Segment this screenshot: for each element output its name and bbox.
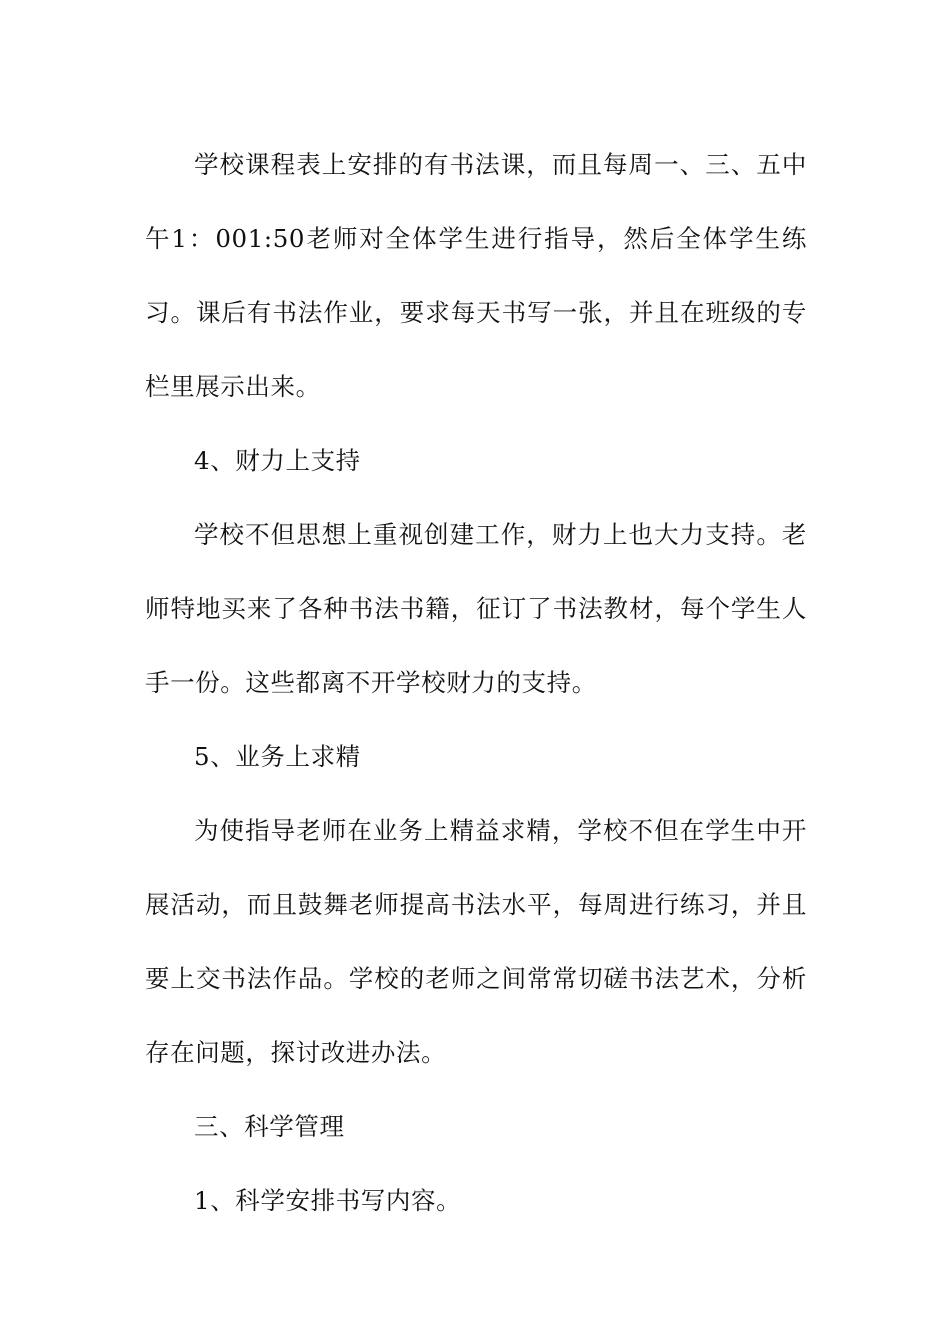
paragraph-professional-excellence: 为使指导老师在业务上精益求精，学校不但在学生中开展活动，而且鼓舞老师提高书法水平，每周进行练习，并且要上交书法作品。学校的老师之间常常切磋书法艺术，分析存在问题，探讨改进办法。 bbox=[145, 816, 807, 1067]
heading-financial-support: 4、财力上支持 bbox=[194, 446, 361, 475]
paragraph-calligraphy-schedule: 学校课程表上安排的有书法课，而且每周一、三、五中午1：001:50老师对全体学生进行指导，然后全体学生练习。课后有书法作业，要求每天书写一张，并且在班级的专栏里展示出来。 bbox=[145, 150, 807, 401]
paragraph-financial-support: 学校不但思想上重视创建工作，财力上也大力支持。老师特地买来了各种书法书籍，征订了书法教材，每个学生人手一份。这些都离不开学校财力的支持。 bbox=[145, 520, 807, 697]
heading-professional-excellence: 5、业务上求精 bbox=[194, 742, 361, 771]
section-heading-scientific-management: 三、科学管理 bbox=[194, 1112, 345, 1141]
heading-arrange-writing-content: 1、科学安排书写内容。 bbox=[194, 1186, 462, 1215]
document-body bbox=[145, 128, 807, 1238]
